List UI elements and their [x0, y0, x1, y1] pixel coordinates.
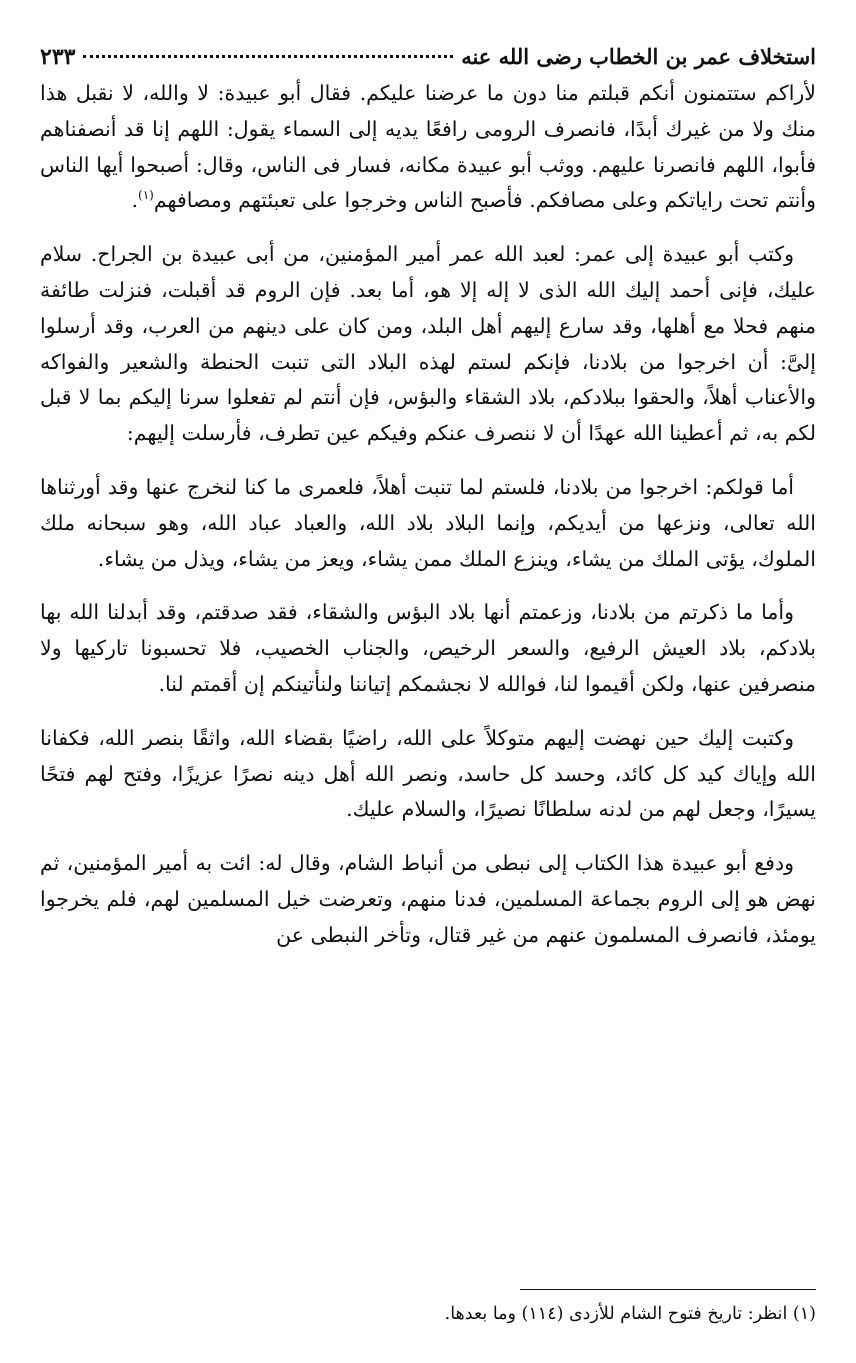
footnote-marker: (١) — [138, 188, 154, 203]
paragraph: ودفع أبو عبيدة هذا الكتاب إلى نبطى من أنباط الشام، وقال له: ائت به أمير المؤمنين، ثم نهض هو إلى الروم بجماعة المسلمين، فدنا منهم، وتعرضت خيل المسلمين لهم، فلم يخرجوا يومئذ، فانصرف المسلمون عنهم من غير قتال، وتأخر النبطى عن — [40, 851, 816, 947]
page-number: ٢٣٣ — [40, 44, 76, 70]
leader-dots — [83, 55, 453, 58]
paragraph: وأما ما ذكرتم من بلادنا، وزعمتم أنها بلاد البؤس والشقاء، فقد صدقتم، وقد أبدلنا الله بها بلادكم، بلاد العيش الرفيع، والسعر الرخيص، والجناب الخصيب، فلا تحسبونا تاركيها ولا منصرفين عنها، ولكن أقيموا لنا، فوالله لا نجشمكم إتياننا ولنأتينكم إن أقمتم لنا. — [40, 600, 816, 696]
running-header — [40, 44, 816, 76]
paragraph: أما قولكم: اخرجوا من بلادنا، فلستم لما تنبت أهلاً، فلعمرى ما كنا لنخرج عنها وقد أورثناها الله تعالى، ونزعها من أيديكم، وإنما البلاد بلاد الله، والعباد عباد الله، وهو سبحانه ملك الملوك، يؤتى الملك من يشاء، وينزع الملك ممن يشاء، ويعز من يشاء، ويذل من يشاء. — [40, 474, 816, 571]
paragraph: لأراكم ستتمنون أنكم قبلتم منا دون ما عرضنا عليكم. فقال أبو عبيدة: لا والله، لا نقبل هذا منك ولا من غيرك أبدًا، فانصرف الرومى رافعًا يديه إلى السماء يقول: اللهم إنا قد أنصفناهم فأبوا، اللهم فانصرنا عليهم. ووثب أبو عبيدة مكانه، فسار فى الناس، وقال: أصبحوا أيها الناس وأنتم تحت راياتكم وعلى مصافكم. فأصبح الناس وخرجوا على تعبئتهم ومصافهم$^{(١)}$. — [40, 81, 816, 213]
footnote: (١) انظر: تاريخ فتوح الشام للأزدى (١١٤) وما بعدها. — [444, 1304, 816, 1324]
footnote-separator — [520, 1289, 816, 1290]
body-text — [40, 76, 816, 954]
chapter-title: استخلاف عمر بن الخطاب رضى الله عنه — [461, 44, 816, 69]
paragraph: وكتبت إليك حين نهضت إليهم متوكلاً على الله، راضيًا بقضاء الله، واثقًا بنصر الله، فكفانا الله وإياك كيد كل كائد، وحسد كل حاسد، ونصر الله أهل دينه نصرًا عزيزًا، وفتح لهم فتحًا يسيرًا، وجعل لهم من لدنه سلطانًا نصيرًا، والسلام عليك. — [40, 725, 816, 822]
paragraph: وكتب أبو عبيدة إلى عمر: لعبد الله عمر أمير المؤمنين، من أبى عبيدة بن الجراح. سلام عليك، فإنى أحمد إليك الله الذى لا إله إلا هو، أما بعد. فإن الروم قد أقبلت، فنزلت طائفة منهم فحلا مع أهلها، وقد سارع إليهم أهل البلد، ومن كان على دينهم من العرب، وقد أرسلوا إلىَّ: أن اخرجوا من بلادنا، فإنكم لستم لهذه البلاد التى تنبت الحنطة والشعير والفواكه والأعناب أهلاً، والحقوا ببلادكم، بلاد الشقاء والبؤس، فإن أنتم لم تفعلوا سرنا إليكم بما لا قبل لكم به، ثم أعطينا الله عهدًا أن لا ننصرف عنكم وفيكم عين تطرف، فأرسلت إليهم: — [40, 242, 816, 446]
